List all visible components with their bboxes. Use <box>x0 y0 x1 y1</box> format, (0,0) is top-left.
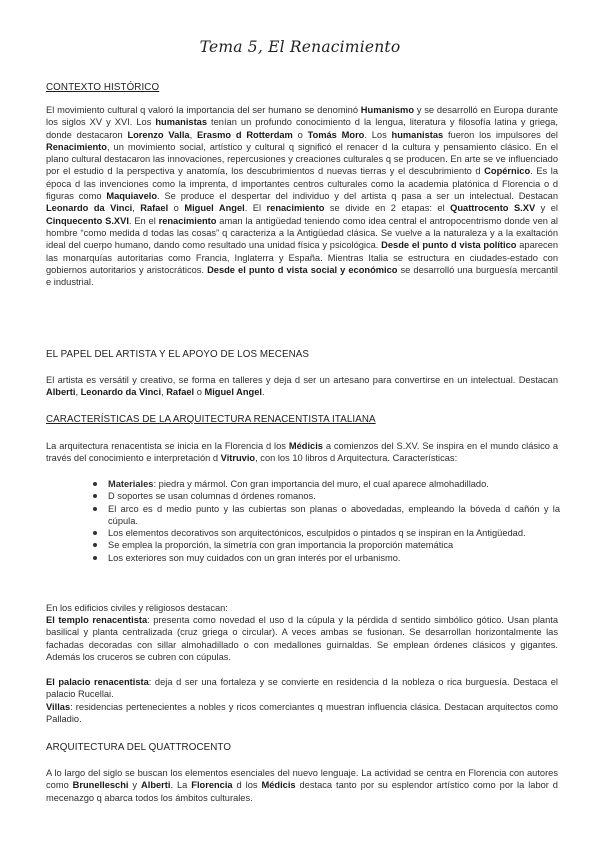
text-run: o <box>292 129 308 140</box>
text-run: . En el <box>128 215 159 226</box>
bold-text-run: renacimiento <box>266 203 325 214</box>
bold-text-run: Leonardo da Vinci <box>46 203 133 214</box>
text-run: , con los 10 libros d Arquitectura. Características: <box>255 453 458 464</box>
bold-text-run: Médicis <box>261 780 296 791</box>
text-run: . <box>261 387 265 398</box>
text-run: destaca tanto por su esplendor artístico como por la labor d mecenazgo q abarca todos los ámbitos culturales. <box>46 780 558 803</box>
bold-text-run: Tomás Moro <box>307 129 365 140</box>
list-item <box>92 478 560 490</box>
bold-text-run: Maquiavelo <box>106 191 158 202</box>
section-heading-contexto: CONTEXTO HISTÓRICO <box>46 82 160 93</box>
bold-text-run: Rafael <box>166 387 195 398</box>
bold-text-run: Desde el punto d vista político <box>381 240 517 251</box>
text-run: o <box>168 203 185 214</box>
bold-text-run: Leonardo da Vinci <box>80 387 162 398</box>
bold-text-run: Brunelleschi <box>72 780 129 791</box>
paragraph-arquitectura-intro <box>46 440 558 465</box>
bold-text-run: Alberti <box>46 387 76 398</box>
text-run: fueron los impulsores del <box>443 129 558 140</box>
bold-text-run: Copérnico <box>484 166 531 177</box>
text-run: y el <box>535 203 558 214</box>
text-run: . La <box>170 780 192 791</box>
text-run: , <box>161 387 167 398</box>
list-item <box>92 552 560 564</box>
text-run: se divide en 2 etapas: el <box>324 203 451 214</box>
paragraph-quattrocento <box>46 767 558 804</box>
bold-text-run: El templo renacentista <box>46 615 148 625</box>
text-run: y <box>128 780 142 791</box>
text-run: La arquitectura renacentista se inicia en la Florencia d los <box>46 441 289 451</box>
bold-text-run: El palacio renacentista <box>46 677 149 687</box>
text-run: El artista es versátil y creativo, se forma en talleres y deja d ser un artesano para convertirse en un intelectual. Destacan <box>46 375 558 385</box>
text-run: : presenta como novedad el uso d la cúpula y la pérdida d sentido simbólico gótico. Usan planta basilical y planta centralizada (cruz griega o circular). A veces ambas se fusionan. Se desarrollan horizontalmente las fachadas decoradas con sillar almohadillado o con medallones guirnaldas. Se emplean órdenes clásicos y gigantes. Además los cruceros se cubren con cúpulas. <box>46 615 559 662</box>
text-run: , <box>75 387 81 398</box>
list-item <box>92 527 560 539</box>
text-run: , un movimiento social, artístico y cultural q significó el renacer d la cultura y pensamiento clásico. En el plano cultural destacaron las innovaciones, repercusiones y creaciones culturales q se producen. En arte se ve influenciado por el estudio d la perspectiva y anatomía, los descubrimientos d nuevas tierras y el descubrimiento d <box>46 141 558 177</box>
text-run: se desarrolló una burguesía mercantil e industrial. <box>46 264 558 288</box>
bold-text-run: Desde el punto d vista social y económico <box>207 264 398 275</box>
paragraph-villas <box>46 701 558 726</box>
section-heading-artista: EL PAPEL DEL ARTISTA Y EL APOYO DE LOS MECENAS <box>46 349 310 360</box>
list-item <box>92 503 560 528</box>
text-run: o <box>194 387 205 398</box>
text-run: A lo largo del siglo se buscan los elementos esenciales del nuevo lenguaje. La actividad se centra en Florencia con autores como <box>46 768 558 791</box>
text-run: tenían un profundo conocimiento d la lengua, literatura y filosofía latina y griega, donde destacaron <box>46 117 558 140</box>
text-run: Se emplea la proporción, la simetría con gran importancia la proporción matemática <box>108 540 454 551</box>
text-run: : deja d ser una fortaleza y se convierte en residencia d la nobleza o rica burguesía. Destaca el palacio Rucellai. <box>46 677 558 700</box>
text-run: El arco es d medio punto y las cubiertas son planas o abovedadas, empleando la bóveda d cañón y la cúpula. <box>108 503 560 526</box>
text-run: . Es la época d las invenciones como la imprenta, d importantes centros culturales como la academia platónica d Florencia o d figuras como <box>46 166 558 202</box>
paragraph-artista <box>46 374 558 399</box>
bold-text-run: Médicis <box>288 441 323 451</box>
text-run: : residencias pertenecientes a nobles y ricos comerciantes q muestran influencia clásica. Destacan arquitectos como Palladio. <box>46 702 558 725</box>
list-item <box>92 490 560 502</box>
paragraph-palacio <box>46 676 558 701</box>
text-run: aman la antigüedad teniendo como idea central el antropocentrismo donde ven al hombre “como medida d todas las cosas” q caracteriza a la Antigüedad clásica. Se vuelve a la naturaleza y a la exaltación ideal del cuerpo humano, dando como resultado una unidad física y psicológica. <box>46 215 558 251</box>
bold-text-run: humanistas <box>391 129 444 140</box>
bold-text-run: Cinquecento S.XVI <box>46 215 129 226</box>
bold-text-run: Humanismo <box>360 105 415 115</box>
bold-text-run: Vitruvio <box>220 453 256 464</box>
paragraph-contexto <box>46 104 558 288</box>
bold-text-run: Quattrocento S.XV <box>450 203 536 214</box>
text-run: D soportes se usan columnas d órdenes romanos. <box>108 491 316 502</box>
bold-text-run: renacimiento <box>158 215 217 226</box>
bold-text-run: Miguel Angel <box>184 203 245 214</box>
bold-text-run: Lorenzo Valla <box>127 129 190 140</box>
text-run: a comienzos del S.XV. Se inspira en el mundo clásico a través del conocimiento e interpretación d <box>46 441 558 464</box>
text-run: aparecen las monarquías autoritarias como Francia, Inglaterra y España. Mientras Italia se estructura en ciudades-estado con gobiernos autoritarios y aristocráticos. <box>46 240 558 275</box>
bold-text-run: Materiales <box>108 479 154 489</box>
paragraph-edificios: En los edificios civiles y religiosos destacan: <box>46 603 228 613</box>
text-run: , <box>132 203 141 214</box>
paragraph-templo <box>46 614 558 663</box>
section-heading-quattrocento: ARQUITECTURA DEL QUATTROCENTO <box>46 742 232 753</box>
bold-text-run: Florencia <box>191 780 233 791</box>
page-title: Tema 5, El Renacimiento <box>199 38 401 56</box>
bold-text-run: Miguel Angel <box>204 387 262 398</box>
text-run: Los exteriores son muy cuidados con un gran interés por el urbanismo. <box>108 552 401 563</box>
bold-text-run: Alberti <box>141 780 171 791</box>
bold-text-run: Renacimiento <box>46 141 107 152</box>
list-item <box>92 539 560 551</box>
text-run: , <box>189 129 197 140</box>
bold-text-run: Villas <box>46 702 71 712</box>
bold-text-run: Erasmo d Rotterdam <box>196 129 293 140</box>
section-heading-arquitectura: CARACTERÍSTICAS DE LA ARQUITECTURA RENACENTISTA ITALIANA <box>46 414 376 425</box>
text-run: . Los <box>364 129 392 140</box>
text-run: El movimiento cultural q valoró la importancia del ser humano se denominó <box>46 105 361 115</box>
characteristics-list <box>92 478 560 564</box>
bold-text-run: Rafael <box>140 203 169 214</box>
text-run: y se desarrolló en Europa durante los siglos XV y XVI. Los <box>46 105 558 128</box>
text-run: . El <box>244 203 267 214</box>
text-run: . Se produce el despertar del individuo y del artista q pasa a ser un intelectual. Destacan <box>157 191 558 202</box>
text-run: Los elementos decorativos son arquitectónicos, esculpidos o pintados q se inspiran en la Antigüedad. <box>108 528 526 539</box>
text-run: d los <box>232 780 262 791</box>
bold-text-run: humanistas <box>155 117 208 128</box>
text-run: : piedra y mármol. Con gran importancia del muro, el cual aparece almohadillado. <box>153 479 489 489</box>
